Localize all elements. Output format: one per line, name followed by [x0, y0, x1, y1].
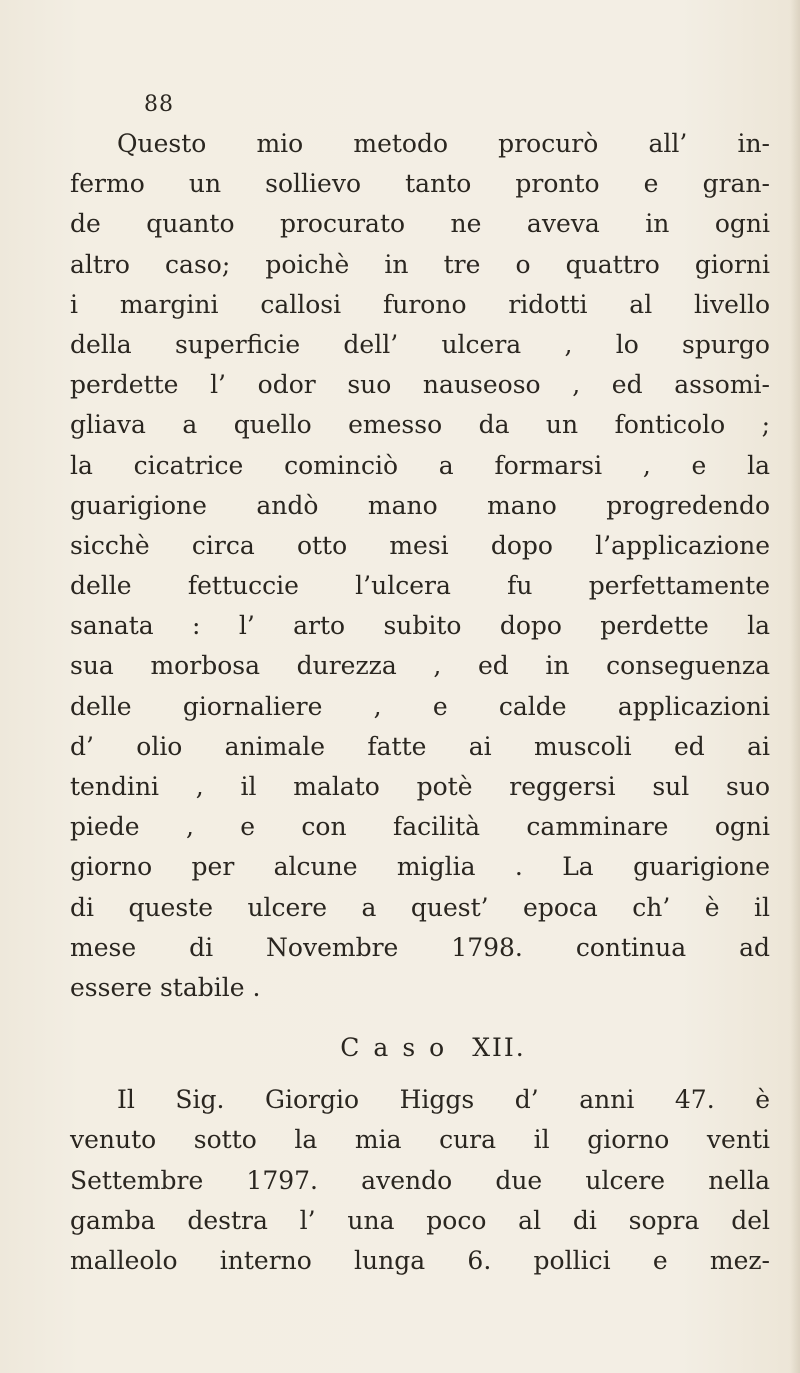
text-line: mese di Novembre 1798. continua ad	[70, 932, 770, 962]
text-line: essere stabile .	[70, 972, 261, 1002]
text-body	[70, 124, 770, 1281]
section-heading-numeral: XII.	[472, 1033, 526, 1063]
text-line: delle giornaliere , e calde applicazioni	[70, 691, 770, 721]
paragraph-1	[70, 124, 770, 1008]
text-line: piede , e con facilità camminare ogni	[70, 812, 770, 842]
section-heading	[70, 1020, 770, 1076]
text-line: venuto sotto la mia cura il giorno venti	[70, 1125, 770, 1155]
text-line: tendini , il malato potè reggersi sul suo	[70, 772, 770, 801]
section-heading-word: Caso	[340, 1033, 459, 1063]
text-line: i margini callosi furono ridotti al livello	[70, 289, 770, 319]
text-line: altro caso; poichè in tre o quattro giorni	[70, 249, 770, 279]
text-line: sanata : l’ arto subito dopo perdette la	[70, 611, 770, 641]
text-line: de quanto procurato ne aveva in ogni	[70, 209, 770, 239]
text-line: di queste ulcere a quest’ epoca ch’ è il	[70, 892, 770, 922]
text-line: gamba destra l’ una poco al di sopra del	[70, 1205, 770, 1235]
text-line: guarigione andò mano mano progredendo	[70, 490, 770, 520]
text-line: della superficie dell’ ulcera , lo spurgo	[70, 329, 770, 359]
text-line: sicchè circa otto mesi dopo l’applicazione	[70, 530, 770, 560]
page-number: 88	[144, 92, 174, 117]
paragraph-2	[70, 1080, 770, 1281]
text-line: la cicatrice cominciò a formarsi , e la	[70, 450, 770, 480]
text-line: d’ olio animale fatte ai muscoli ed ai	[70, 731, 770, 761]
text-line: fermo un sollievo tanto pronto e gran-	[70, 169, 770, 199]
text-line: malleolo interno lunga 6. pollici e mez-	[70, 1245, 770, 1275]
text-line: sua morbosa durezza , ed in conseguenza	[70, 651, 770, 681]
text-line: giorno per alcune miglia . La guarigione	[70, 852, 770, 882]
text-line: delle fettuccie l’ulcera fu perfettamente	[70, 571, 770, 601]
text-line: Settembre 1797. avendo due ulcere nella	[70, 1165, 770, 1195]
text-line: Il Sig. Giorgio Higgs d’ anni 47. è	[117, 1085, 770, 1115]
page-edge-shadow	[790, 0, 800, 1373]
text-line: Questo mio metodo procurò all’ in-	[117, 129, 770, 158]
text-line: gliava a quello emesso da un fonticolo ;	[70, 410, 770, 440]
text-line: perdette l’ odor suo nauseoso , ed assomi-	[70, 370, 770, 400]
